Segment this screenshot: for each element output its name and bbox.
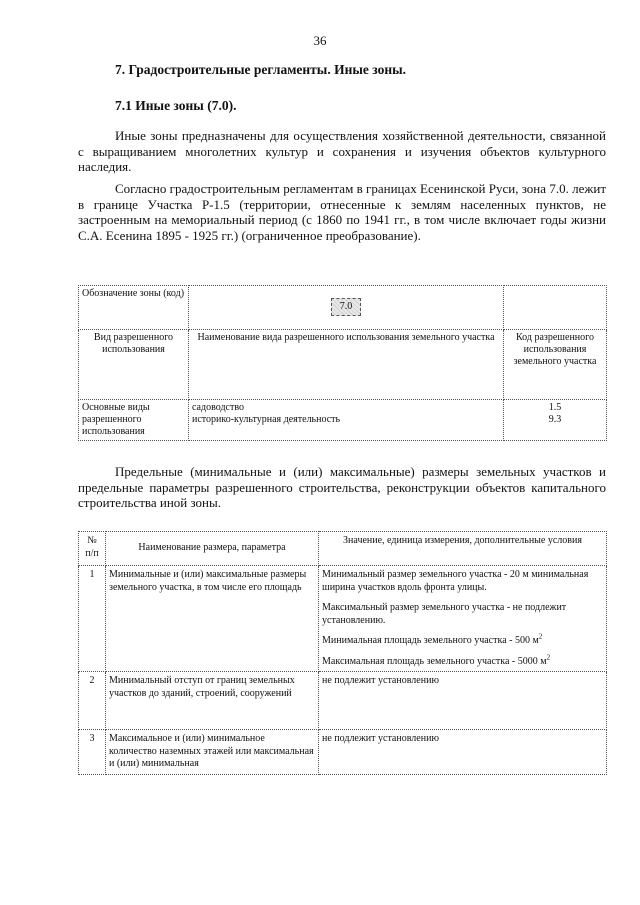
- zone-label-cell: Обозначение зоны (код): [79, 286, 189, 330]
- zone-use-table: [78, 285, 607, 441]
- paragraph-regulations: Согласно градостроительным регламентам в границах Есенинской Руси, зона 7.0. лежит в границе Участка Р-1.5 (территории, отнесенные к землям населенных пунктов, не застроенным на мемориальный период (с 1860 по 1941 гг., в том числе включает годы жизни С.А. Есенина 1895 - 1925 гг.) (ограниченное преобразование).: [78, 181, 606, 243]
- value-line: Минимальная площадь земельного участка - 500 $м^2$: [322, 632, 543, 646]
- paragraph-purpose: Иные зоны предназначены для осуществления хозяйственной деятельности, связанной с выращиванием многолетних культур и сохранения и изучения объектов культурного наследия.: [78, 128, 606, 174]
- use-codes-cell: [504, 400, 607, 441]
- value-line: Максимальная площадь земельного участка - 5000 $м^2$: [322, 653, 551, 667]
- param-name: Максимальное и (или) минимальное количество наземных этажей или максимальная и (или) минимальная: [106, 730, 319, 775]
- section-heading: 7. Градостроительные регламенты. Иные зоны.: [115, 62, 407, 77]
- paragraph-limits: Предельные (минимальные и (или) максимальные) размеры земельных участков и предельные параметры разрешенного строительства, реконструкции объектов капитального строительства иной зоны.: [78, 464, 606, 510]
- row-label-main-uses: Основные виды разрешенного использования: [79, 400, 189, 441]
- use-code: 1.5: [548, 402, 562, 413]
- value-line: Минимальный размер земельного участка - 20 м минимальная ширина участков вдоль фронта улицы.: [322, 569, 589, 593]
- header-param-value: Значение, единица измерения, дополнительные условия: [319, 532, 607, 566]
- param-name: Минимальные и (или) максимальные размеры земельного участка, в том числе его площадь: [106, 566, 319, 672]
- header-param-name: Наименование размера, параметра: [106, 532, 319, 566]
- use-name: историко-культурная деятельность: [192, 414, 341, 425]
- subsection-heading: 7.1 Иные зоны (7.0).: [115, 98, 237, 113]
- param-value: не подлежит установлению: [319, 672, 607, 730]
- header-use-code: Код разрешенного использования земельного участка: [504, 330, 607, 400]
- page-number: 36: [313, 33, 327, 48]
- param-value: [319, 566, 607, 672]
- empty-cell: [504, 286, 607, 330]
- row-num: 2: [79, 672, 106, 730]
- param-name: Минимальный отступ от границ земельных участков до зданий, строений, сооружений: [106, 672, 319, 730]
- row-num: 3: [79, 730, 106, 775]
- use-code: 9.3: [548, 414, 562, 425]
- param-value: не подлежит установлению: [319, 730, 607, 775]
- value-line: Максимальный размер земельного участка - не подлежит установлению.: [322, 602, 567, 626]
- zone-code-cell: [189, 286, 504, 330]
- header-num: № п/п: [79, 532, 106, 566]
- zone-code: 7.0: [331, 298, 362, 316]
- header-use-name: Наименование вида разрешенного использования земельного участка: [189, 330, 504, 400]
- use-name: садоводство: [192, 402, 245, 413]
- header-use-type: Вид разрешенного использования: [79, 330, 189, 400]
- use-names-cell: [189, 400, 504, 441]
- row-num: 1: [79, 566, 106, 672]
- parameters-table: [78, 531, 607, 775]
